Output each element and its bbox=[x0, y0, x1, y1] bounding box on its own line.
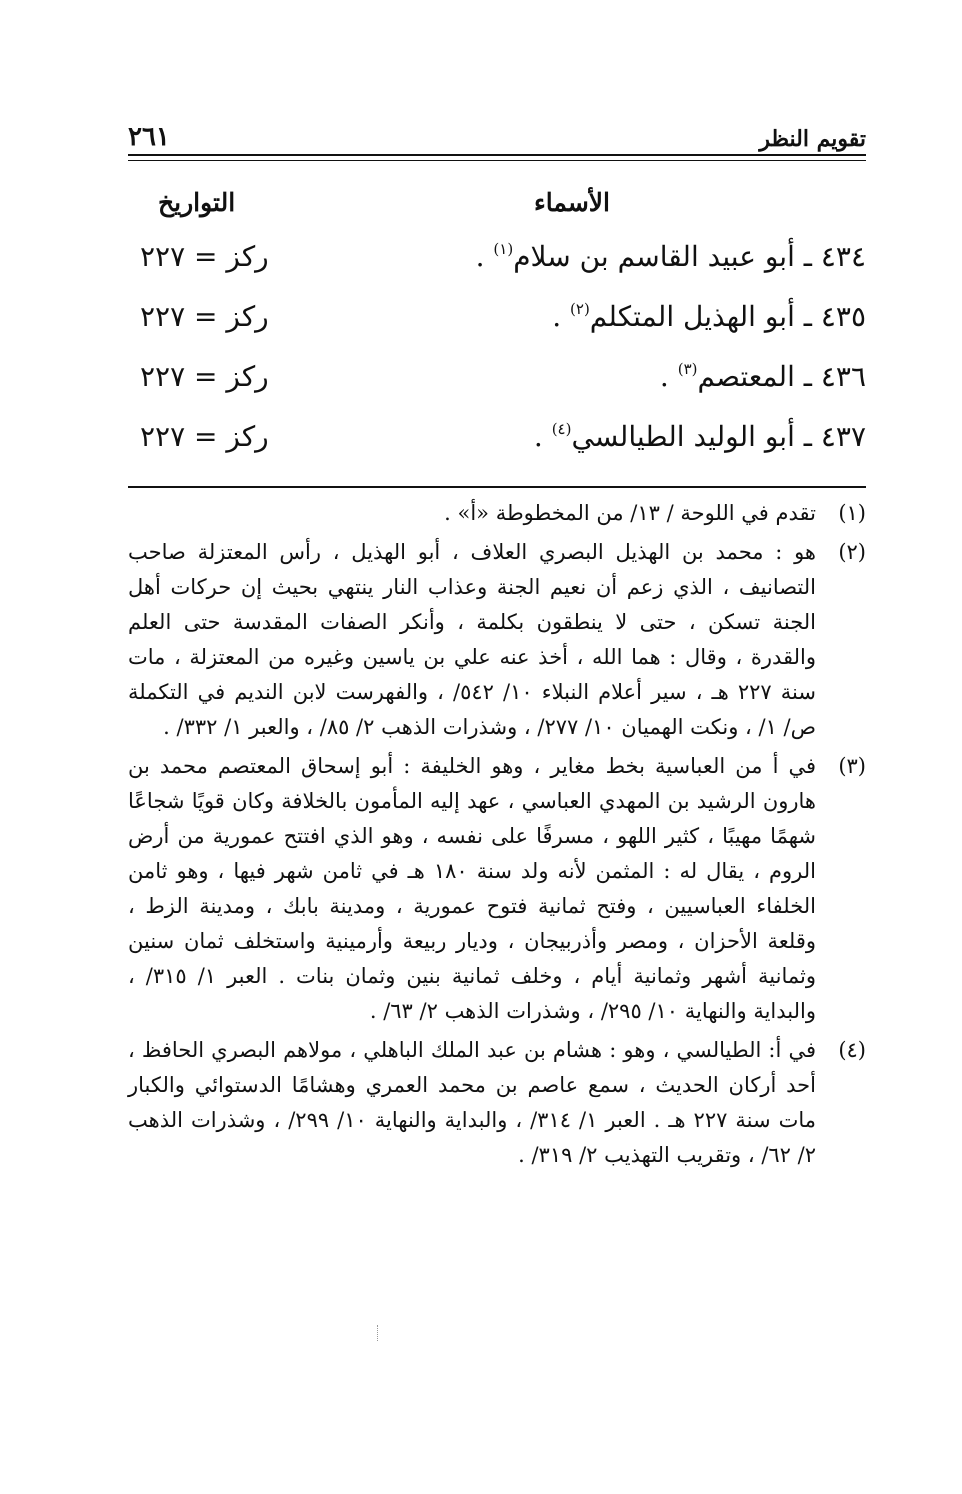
entry-name: ٤٣٥ ـ أبو الهذيل المتكلم$^{(٢)}$ . bbox=[552, 300, 866, 333]
footnote bbox=[128, 1033, 866, 1173]
entry-name: ٤٣٤ ـ أبو عبيد القاسم بن سلام$^{(١)}$ . bbox=[475, 240, 866, 273]
list-item bbox=[128, 240, 866, 300]
list-item bbox=[128, 420, 866, 480]
footnote bbox=[128, 496, 866, 531]
footnote-number: (١) bbox=[838, 501, 866, 525]
footnote-rule bbox=[128, 486, 866, 488]
footnote bbox=[128, 749, 866, 1029]
column-headers bbox=[128, 188, 866, 228]
header-rule bbox=[128, 154, 866, 161]
entry-name: ٤٣٦ ـ المعتصم$^{(٣)}$ . bbox=[659, 360, 866, 393]
scan-mark bbox=[377, 1325, 379, 1341]
footnote-marker: (١) bbox=[493, 240, 514, 258]
footnote-text: في أ من العباسية بخط مغاير ، وهو الخليفة : أبو إسحاق المعتصم محمد بن هارون الرشيد بن المهدي العباسي ، عهد إليه المأمون بالخلافة وكان قويًا شجاعًا شهمًا مهيبًا ، كثير اللهو ، مسرفًا على نفسه ، وهو الذي افتتح عمورية من أرض الروم ، يقال له : المثمن لأنه ولد سنة ١٨٠ هـ في ثامن شهر فيها ، وهو ثامن الخلفاء العباسيين ، وفتح ثمانية فتوح عمورية ، ومدينة بابك ، ومدينة الزط ، وقلعة الأحزان ، ومصر وأذربيجان ، وديار ربيعة وأرمينية واستخلف ثمان سنين وثمانية أشهر وثمانية أيام ، وخلف ثمانية بنين وثمان بنات . العبر ١/ ٣١٥/ ، والبداية والنهاية ١٠/ ٢٩٥/ ، وشذرات الذهب ٢/ ٦٣/ . bbox=[128, 754, 816, 1023]
footnote-text: هو : محمد بن الهذيل البصري العلاف ، أبو الهذيل ، رأس المعتزلة صاحب التصانيف ، الذي زعم أن نعيم الجنة وعذاب النار ينتهي بحيث إن حركات أهل الجنة تسكن ، حتى لا ينطقون بكلمة ، وأنكر الصفات المقدسة حتى العلم والقدرة ، وقال : هما الله ، أخذ عنه علي بن ياسين وغيره من المعتزلة ، مات سنة ٢٢٧ هـ ، سير أعلام النبلاء ١٠/ ٥٤٢/ ، والفهرست لابن النديم في التكملة ص/ ١/ ، ونكت الهميان ١٠/ ٢٧٧/ ، وشذرات الذهب ٢/ ٨٥/ ، والعبر ١/ ٣٣٢/ . bbox=[128, 540, 816, 739]
dates-column-header: التواريخ bbox=[158, 188, 236, 217]
entry-name: ٤٣٧ ـ أبو الوليد الطيالسي$^{(٤)}$ . bbox=[533, 420, 866, 453]
footnote-number: (٢) bbox=[838, 540, 866, 564]
footnote-marker: (٤) bbox=[551, 420, 572, 438]
list-item bbox=[128, 300, 866, 360]
list-item bbox=[128, 360, 866, 420]
footnote-text: في أ: الطيالسي ، وهو : هشام بن عبد الملك الباهلي ، مولاهم البصري الحافظ ، أحد أركان الحديث ، سمع عاصم بن محمد العمري وهشامًا الدستوائي والكبار مات سنة ٢٢٧ هـ . العبر ١/ ٣١٤/ ، والبداية والنهاية ١٠/ ٢٩٩/ ، وشذرات الذهب ٢/ ٦٢/ ، وتقريب التهذيب ٢/ ٣١٩/ . bbox=[128, 1038, 816, 1167]
running-title: تقويم النظر bbox=[759, 126, 866, 152]
footnote-marker: (٣) bbox=[677, 360, 698, 378]
entry-date: ركز = ٢٢٧ bbox=[140, 420, 269, 453]
entry-date: ركز = ٢٢٧ bbox=[140, 240, 269, 273]
entries-list bbox=[128, 240, 866, 480]
page-number: ٢٦١ bbox=[128, 122, 170, 152]
footnote-text: تقدم في اللوحة / ١٣/ من المخطوطة «أ» . bbox=[444, 501, 816, 525]
footnote-marker: (٢) bbox=[570, 300, 590, 318]
footnote-number: (٤) bbox=[838, 1038, 866, 1062]
footnote-number: (٣) bbox=[838, 754, 866, 778]
footnotes bbox=[128, 496, 866, 1177]
names-column-header: الأسماء bbox=[534, 188, 610, 217]
page-header bbox=[128, 112, 866, 152]
footnote bbox=[128, 535, 866, 745]
entry-date: ركز = ٢٢٧ bbox=[140, 360, 269, 393]
entry-date: ركز = ٢٢٧ bbox=[140, 300, 269, 333]
